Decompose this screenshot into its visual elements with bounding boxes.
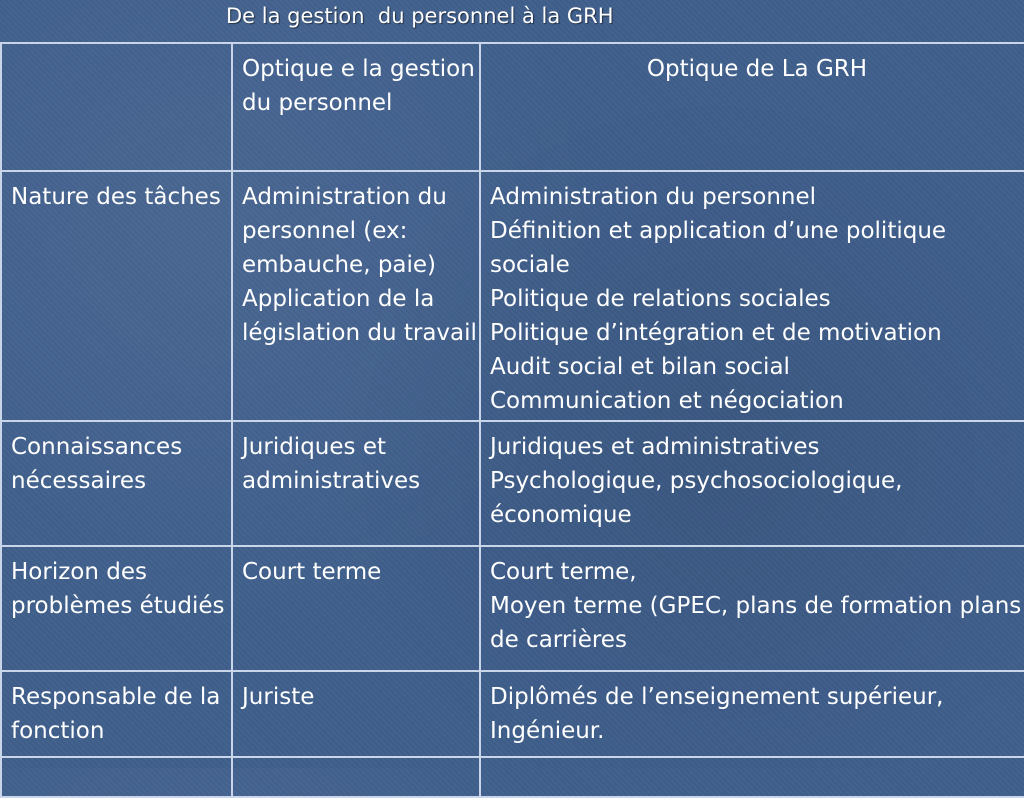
table-row bbox=[1, 171, 1024, 421]
comparison-table bbox=[0, 42, 1024, 798]
grh-cell: Juridiques et administratives Psychologique, psychosociologique, économique bbox=[480, 421, 1024, 546]
header-grh-cell: Optique de La GRH bbox=[480, 43, 1024, 171]
header-empty-cell bbox=[1, 43, 232, 171]
empty-cell bbox=[232, 757, 480, 797]
table-row bbox=[1, 546, 1024, 671]
row-label: Responsable de la fonction bbox=[1, 671, 232, 757]
table-row-partial bbox=[1, 757, 1024, 797]
table-row bbox=[1, 421, 1024, 546]
empty-cell bbox=[1, 757, 232, 797]
personnel-cell: Administration du personnel (ex: embauche, paie) Application de la législation du travail bbox=[232, 171, 480, 421]
slide-title-bar bbox=[0, 0, 1024, 44]
table-row bbox=[1, 671, 1024, 757]
personnel-cell: Juriste bbox=[232, 671, 480, 757]
grh-cell: Administration du personnel Définition et application d’une politique sociale Politique de relations sociales Politique d’intégration et de motivation Audit social et bilan social Communication et négociation bbox=[480, 171, 1024, 421]
personnel-cell: Juridiques et administratives bbox=[232, 421, 480, 546]
empty-cell bbox=[480, 757, 1024, 797]
table-header-row bbox=[1, 43, 1024, 171]
row-label: Nature des tâches bbox=[1, 171, 232, 421]
personnel-cell: Court terme bbox=[232, 546, 480, 671]
grh-cell: Court terme, Moyen terme (GPEC, plans de formation plans de carrières bbox=[480, 546, 1024, 671]
slide-title: De la gestion du personnel à la GRH bbox=[226, 4, 614, 28]
grh-cell: Diplômés de l’enseignement supérieur, Ingénieur. bbox=[480, 671, 1024, 757]
row-label: Horizon des problèmes étudiés bbox=[1, 546, 232, 671]
row-label: Connaissances nécessaires bbox=[1, 421, 232, 546]
header-personnel-cell: Optique e la gestion du personnel bbox=[232, 43, 480, 171]
